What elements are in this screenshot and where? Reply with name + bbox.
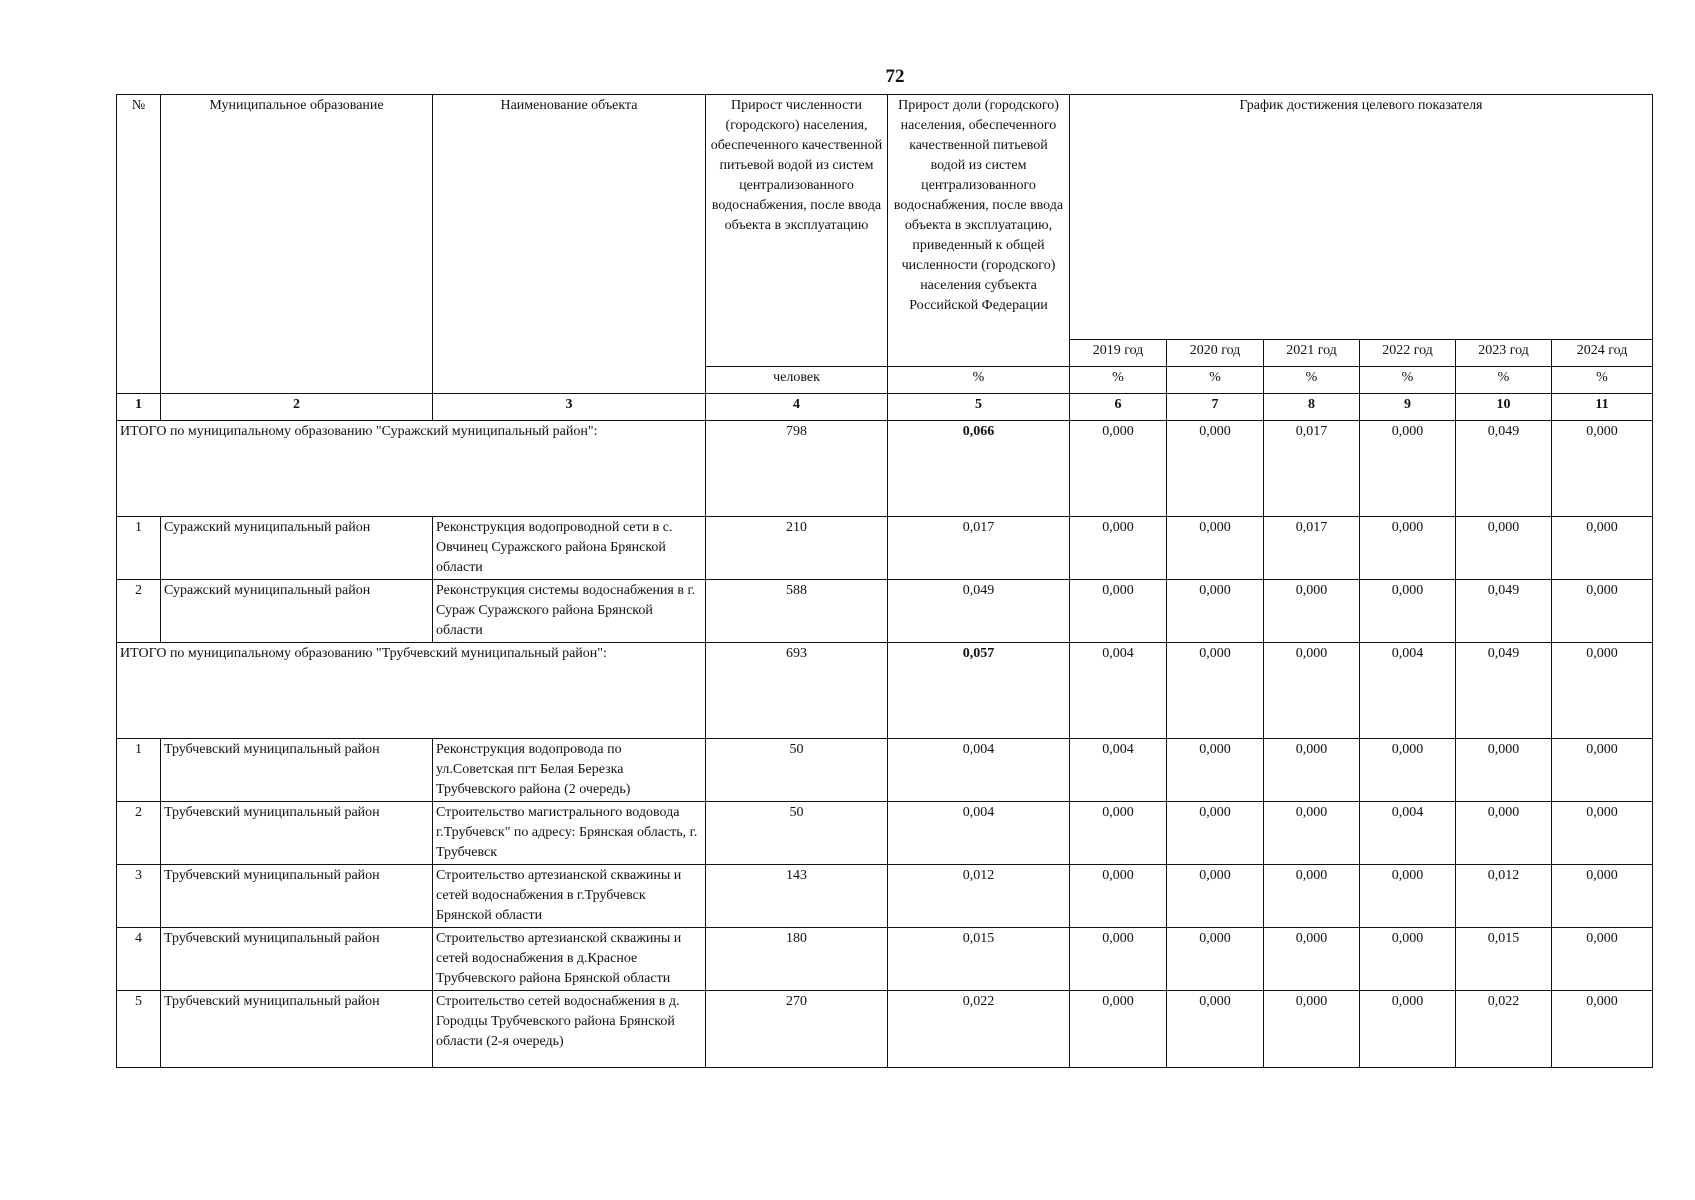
- row-year-value: 0,000: [1552, 802, 1653, 865]
- row-year-value: 0,000: [1167, 991, 1264, 1068]
- column-number: 9: [1360, 394, 1456, 421]
- row-year-value: 0,000: [1264, 802, 1360, 865]
- unit-percent: %: [1070, 367, 1167, 394]
- row-year-value: 0,000: [1360, 517, 1456, 580]
- row-object: Строительство артезианской скважины и сетей водоснабжения в д.Красное Трубчевского района Брянской области: [433, 928, 706, 991]
- column-number: 1: [117, 394, 161, 421]
- row-municipality: Трубчевский муниципальный район: [161, 928, 433, 991]
- group-total-people: 693: [706, 643, 888, 739]
- row-people: 210: [706, 517, 888, 580]
- year-2023: 2023 год: [1456, 340, 1552, 367]
- column-number-row: [117, 394, 1653, 421]
- row-year-value: 0,000: [1070, 991, 1167, 1068]
- row-year-value: 0,012: [1456, 865, 1552, 928]
- group-total-share: 0,066: [888, 421, 1070, 517]
- group-total-year-value: 0,049: [1456, 421, 1552, 517]
- group-total-people: 798: [706, 421, 888, 517]
- row-share: 0,022: [888, 991, 1070, 1068]
- unit-percent: %: [1264, 367, 1360, 394]
- row-year-value: 0,000: [1360, 865, 1456, 928]
- row-year-value: 0,000: [1167, 865, 1264, 928]
- row-year-value: 0,000: [1552, 991, 1653, 1068]
- group-total-year-value: 0,049: [1456, 643, 1552, 739]
- row-share: 0,015: [888, 928, 1070, 991]
- row-year-value: 0,000: [1167, 739, 1264, 802]
- year-2022: 2022 год: [1360, 340, 1456, 367]
- unit-percent: %: [1360, 367, 1456, 394]
- row-share: 0,012: [888, 865, 1070, 928]
- header-object: Наименование объекта: [433, 95, 706, 394]
- group-total-year-value: 0,000: [1070, 421, 1167, 517]
- group-total-label: ИТОГО по муниципальному образованию "Трубчевский муниципальный район":: [117, 643, 706, 739]
- row-year-value: 0,000: [1070, 580, 1167, 643]
- row-year-value: 0,000: [1360, 739, 1456, 802]
- header-schedule: График достижения целевого показателя: [1070, 95, 1653, 340]
- group-total-year-value: 0,000: [1167, 421, 1264, 517]
- page-number: 72: [885, 66, 905, 87]
- group-total-year-value: 0,004: [1360, 643, 1456, 739]
- table-row: [117, 580, 1653, 643]
- row-year-value: 0,015: [1456, 928, 1552, 991]
- header-row: [117, 95, 1653, 340]
- year-2020: 2020 год: [1167, 340, 1264, 367]
- row-municipality: Трубчевский муниципальный район: [161, 802, 433, 865]
- row-year-value: 0,000: [1552, 739, 1653, 802]
- row-people: 270: [706, 991, 888, 1068]
- target-indicator-table: [116, 94, 1653, 1068]
- row-year-value: 0,000: [1070, 802, 1167, 865]
- row-object: Реконструкция водопровода по ул.Советская пгт Белая Березка Трубчевского района (2 очередь): [433, 739, 706, 802]
- row-people: 588: [706, 580, 888, 643]
- row-number: 2: [117, 580, 161, 643]
- row-municipality: Суражский муниципальный район: [161, 517, 433, 580]
- year-2021: 2021 год: [1264, 340, 1360, 367]
- row-year-value: 0,000: [1167, 580, 1264, 643]
- row-people: 50: [706, 802, 888, 865]
- row-year-value: 0,000: [1264, 739, 1360, 802]
- group-total-year-value: 0,000: [1552, 421, 1653, 517]
- row-municipality: Трубчевский муниципальный район: [161, 991, 433, 1068]
- row-year-value: 0,000: [1264, 991, 1360, 1068]
- year-2019: 2019 год: [1070, 340, 1167, 367]
- unit-percent: %: [1456, 367, 1552, 394]
- row-year-value: 0,049: [1456, 580, 1552, 643]
- row-year-value: 0,000: [1264, 580, 1360, 643]
- unit-percent: %: [1167, 367, 1264, 394]
- row-municipality: Трубчевский муниципальный район: [161, 739, 433, 802]
- row-year-value: 0,000: [1070, 865, 1167, 928]
- row-object: Реконструкция системы водоснабжения в г. Сураж Суражского района Брянской области: [433, 580, 706, 643]
- year-2024: 2024 год: [1552, 340, 1653, 367]
- row-object: Реконструкция водопроводной сети в с. Овчинец Суражского района Брянской области: [433, 517, 706, 580]
- column-number: 3: [433, 394, 706, 421]
- row-year-value: 0,000: [1456, 739, 1552, 802]
- group-total-year-value: 0,000: [1360, 421, 1456, 517]
- row-number: 4: [117, 928, 161, 991]
- column-number: 7: [1167, 394, 1264, 421]
- row-year-value: 0,000: [1167, 517, 1264, 580]
- row-year-value: 0,004: [1070, 739, 1167, 802]
- column-number: 6: [1070, 394, 1167, 421]
- row-share: 0,017: [888, 517, 1070, 580]
- row-year-value: 0,000: [1456, 802, 1552, 865]
- row-object: Строительство артезианской скважины и сетей водоснабжения в г.Трубчевск Брянской области: [433, 865, 706, 928]
- column-number: 4: [706, 394, 888, 421]
- table-row: [117, 802, 1653, 865]
- unit-people: человек: [706, 367, 888, 394]
- column-number: 2: [161, 394, 433, 421]
- header-municipality: Муниципальное образование: [161, 95, 433, 394]
- table-row: [117, 517, 1653, 580]
- row-share: 0,004: [888, 739, 1070, 802]
- row-year-value: 0,017: [1264, 517, 1360, 580]
- row-year-value: 0,000: [1552, 928, 1653, 991]
- row-year-value: 0,000: [1070, 928, 1167, 991]
- unit-percent: %: [888, 367, 1070, 394]
- column-number: 8: [1264, 394, 1360, 421]
- row-number: 5: [117, 991, 161, 1068]
- group-total-row: [117, 421, 1653, 517]
- column-number: 10: [1456, 394, 1552, 421]
- row-year-value: 0,000: [1456, 517, 1552, 580]
- table-row: [117, 865, 1653, 928]
- group-total-label: ИТОГО по муниципальному образованию "Суражский муниципальный район":: [117, 421, 706, 517]
- row-share: 0,049: [888, 580, 1070, 643]
- row-year-value: 0,000: [1070, 517, 1167, 580]
- row-number: 1: [117, 517, 161, 580]
- row-year-value: 0,022: [1456, 991, 1552, 1068]
- row-number: 1: [117, 739, 161, 802]
- header-pop-growth: Прирост численности (городского) населения, обеспеченного качественной питьевой водой из систем централизованного водоснабжения, после ввода объекта в эксплуатацию: [706, 95, 888, 367]
- row-year-value: 0,000: [1167, 928, 1264, 991]
- table-row: [117, 928, 1653, 991]
- header-no: №: [117, 95, 161, 394]
- column-number: 5: [888, 394, 1070, 421]
- header-share-growth: Прирост доли (городского) населения, обеспеченного качественной питьевой водой из систем централизованного водоснабжения, после ввода объекта в эксплуатацию, приведенный к общей численности (городского) населения субъекта Российской Федерации: [888, 95, 1070, 367]
- row-year-value: 0,000: [1552, 865, 1653, 928]
- row-object: Строительство сетей водоснабжения в д. Городцы Трубчевского района Брянской области (2-я очередь): [433, 991, 706, 1068]
- row-people: 50: [706, 739, 888, 802]
- row-year-value: 0,000: [1264, 865, 1360, 928]
- row-year-value: 0,004: [1360, 802, 1456, 865]
- unit-percent: %: [1552, 367, 1653, 394]
- table-row: [117, 991, 1653, 1068]
- group-total-year-value: 0,000: [1167, 643, 1264, 739]
- row-year-value: 0,000: [1264, 928, 1360, 991]
- group-total-year-value: 0,004: [1070, 643, 1167, 739]
- table-row: [117, 739, 1653, 802]
- row-people: 143: [706, 865, 888, 928]
- group-total-year-value: 0,000: [1264, 643, 1360, 739]
- row-share: 0,004: [888, 802, 1070, 865]
- group-total-row: [117, 643, 1653, 739]
- row-number: 3: [117, 865, 161, 928]
- row-year-value: 0,000: [1167, 802, 1264, 865]
- row-year-value: 0,000: [1360, 580, 1456, 643]
- row-people: 180: [706, 928, 888, 991]
- group-total-year-value: 0,017: [1264, 421, 1360, 517]
- row-year-value: 0,000: [1552, 517, 1653, 580]
- row-number: 2: [117, 802, 161, 865]
- column-number: 11: [1552, 394, 1653, 421]
- row-year-value: 0,000: [1552, 580, 1653, 643]
- row-year-value: 0,000: [1360, 928, 1456, 991]
- row-municipality: Суражский муниципальный район: [161, 580, 433, 643]
- row-year-value: 0,000: [1360, 991, 1456, 1068]
- row-municipality: Трубчевский муниципальный район: [161, 865, 433, 928]
- row-object: Строительство магистрального водовода г.Трубчевск" по адресу: Брянская область, г. Трубчевск: [433, 802, 706, 865]
- group-total-year-value: 0,000: [1552, 643, 1653, 739]
- group-total-share: 0,057: [888, 643, 1070, 739]
